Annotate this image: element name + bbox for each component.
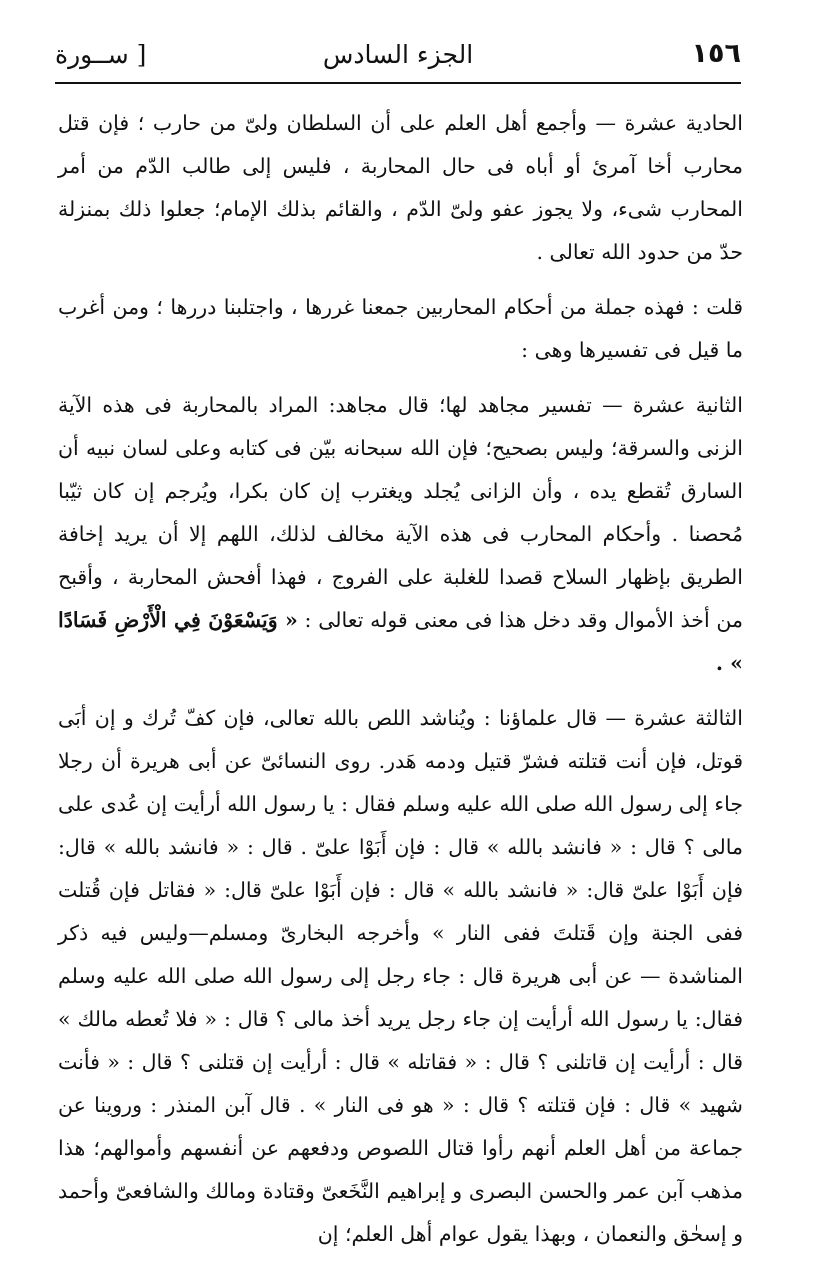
page-number: ١٥٦	[691, 38, 741, 69]
paragraph-twelfth	[58, 384, 743, 685]
paragraph-thirteenth: الثالثة عشرة — قال علماؤنا : ويُناشد اللص بالله تعالى، فإن كفّ تُرك و إن أبَى قوتل، فإن أنت قتلته فشرّ قتيل ودمه هَدر. روى النسائىّ عن أبى هريرة أن رجلا جاء إلى رسول الله صلى الله عليه وسلم فقال : يا رسول الله أرأيت إن عُدى على مالى ؟ قال : « فانشد بالله » قال : فإن أَبَوْا علىّ . قال : « فانشد بالله » قال: فإن أَبَوْا علىّ قال: « فانشد بالله » قال : فإن أَبَوْا علىّ قال: « فقاتل فإن قُتلت ففى الجنة وإن قَتلتَ ففى النار » وأخرجه البخارىّ ومسلم—وليس فيه ذكر المناشدة — عن أبى هريرة قال : جاء رجل إلى رسول الله صلى الله عليه وسلم فقال: يا رسول الله أرأيت إن جاء رجل يريد أخذ مالى ؟ قال : « فلا تُعطه مالك » قال : أرأيت إن قاتلنى ؟ قال : « فقاتله » قال : أرأيت إن قتلنى ؟ قال : « فأنت شهيد » قال : فإن قتلته ؟ قال : « هو فى النار » . قال آبن المنذر : وروينا عن جماعة من أهل العلم أنهم رأوا قتال اللصوص ودفعهم عن أنفسهم وأموالهم؛ هذا مذهب آبن عمر والحسن البصرى و إبراهيم النَّخَعىّ وقتادة ومالك والشافعىّ وأحمد و إسحٰق والنعمان ، وبهذا يقول عوام أهل العلم؛ إن	[58, 706, 743, 1246]
surah-label: [ ســورة	[55, 40, 147, 69]
paragraph-comment: قلت : فهذه جملة من أحكام المحاربين جمعنا غررها ، واجتلبنا دررها ؛ ومن أغرب ما قيل فى تفسيرها وهى :	[58, 295, 743, 362]
paragraph-twelfth-text: الثانية عشرة — تفسير مجاهد لها؛ قال مجاهد: المراد بالمحاربة فى هذه الآية الزنى والسرقة؛ وليس بصحيح؛ فإن الله سبحانه بيّن فى كتابه وعلى لسان نبيه أن السارق تُقطع يده ، وأن الزانى يُجلد ويغترب إن كان بكرا، ويُرجم إن كان ثيّبا مُحصنا . وأحكام المحارب فى هذه الآية مخالف لذلك، اللهم إلا أن يريد إخافة الطريق بإظهار السلاح قصدا للغلبة على الفروج ، فهذا أفحش المحاربة ، وأقبح من أخذ الأموال وقد دخل هذا فى معنى قوله تعالى :	[58, 393, 743, 632]
body-text	[58, 102, 743, 1266]
running-header	[55, 30, 741, 84]
paragraph-eleventh: الحادية عشرة — وأجمع أهل العلم على أن السلطان ولىّ من حارب ؛ فإن قتل محارب أخا آمرئ أو أباه فى حال المحاربة ، فليس إلى طالب الدّم من أمر المحارب شىء، ولا يجوز عفو ولىّ الدّم ، والقائم بذلك الإمام؛ جعلوا ذلك بمنزلة حدّ من حدود الله تعالى .	[58, 111, 743, 264]
quran-quote: « وَيَسْعَوْنَ فِي الْأَرْضِ فَسَادًا » .	[58, 608, 743, 675]
volume-title: الجزء السادس	[322, 40, 474, 69]
